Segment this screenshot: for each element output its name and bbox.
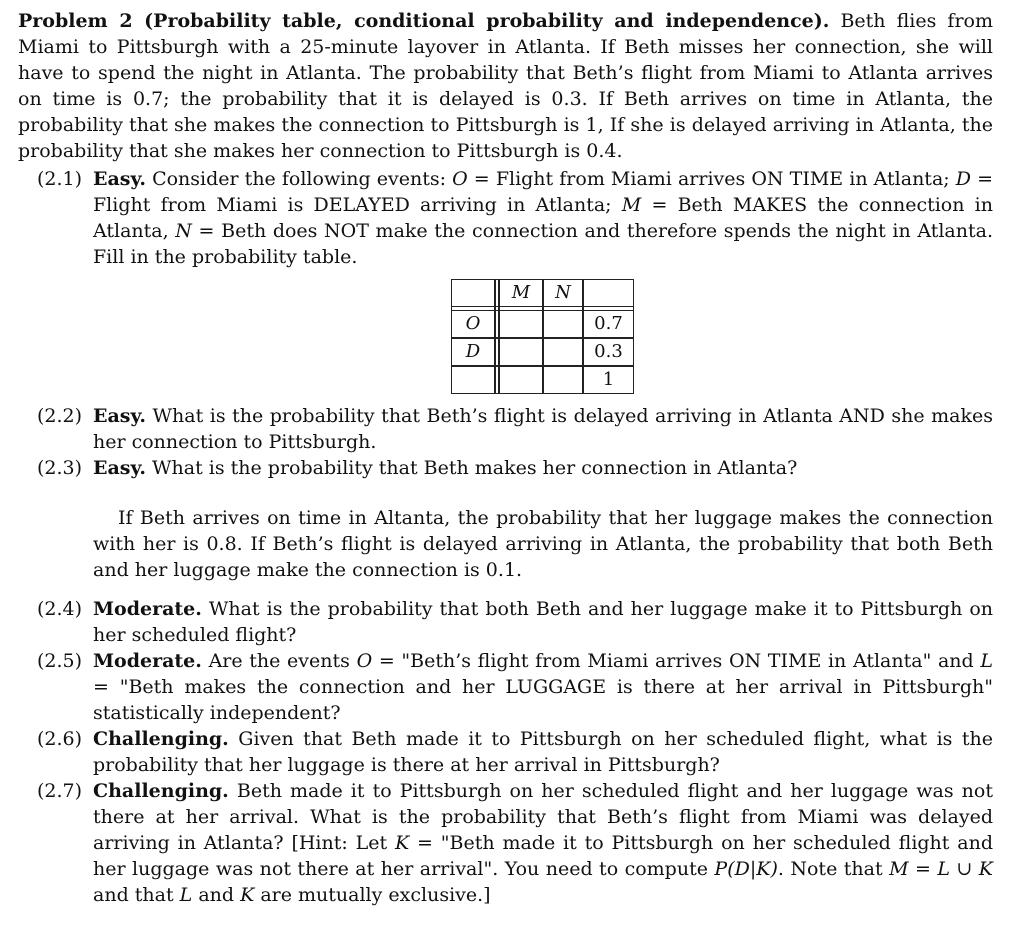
math-expr: P(D|K) (714, 858, 778, 880)
question-2-2 (18, 403, 993, 455)
math-var: K (394, 832, 410, 854)
question-2-5 (18, 648, 993, 726)
row-label-o (451, 310, 495, 338)
question-2-1 (18, 166, 993, 270)
math-eq: = (467, 168, 496, 190)
probability-table (451, 279, 634, 394)
math-var: N (175, 220, 192, 242)
math-eq: = (191, 220, 222, 242)
question-text: . Note that (777, 858, 890, 880)
question-number: (2.7) (37, 780, 83, 802)
question-text: Given that Beth made it to Pittsburgh on her scheduled flight, what is the probability that her luggage is there at her arrival in Pittsburgh? (93, 728, 993, 776)
question-number: (2.1) (37, 168, 83, 190)
difficulty-label: Easy. (93, 457, 146, 479)
question-text: Beth does NOT make the connection and therefore spends the night in Atlanta. Fill in the probability table. (93, 220, 993, 268)
question-text: Are the events (208, 650, 357, 672)
question-text: are mutually exclusive.] (254, 884, 491, 906)
question-text: What is the probability that Beth makes her connection in Atlanta? (152, 457, 798, 479)
cell-d-n (543, 338, 583, 366)
question-number: (2.3) (37, 457, 83, 479)
math-var: L (980, 650, 993, 672)
cell-grand-total: 1 (583, 366, 634, 394)
math-var: N (555, 282, 571, 303)
difficulty-label: Easy. (93, 168, 146, 190)
question-2-7 (18, 778, 993, 908)
math-eq: = (372, 650, 402, 672)
row-label-total (451, 366, 495, 394)
problem-intro-text: Beth flies from Miami to Pittsburgh with a 25-minute layover in Atlanta. If Beth misses her connection, she will have to spend the night in Atlanta. The probability that Beth’s flight from Miami to Atlanta arrives on time is 0.7; the probability that it is delayed is 0.3. If Beth arrives on time in Atlanta, the probability that she makes the connection to Pittsburgh is 1, If she is delayed arriving in Atlanta, the probability that she makes her connection to Pittsburgh is 0.4. (18, 10, 993, 162)
table-header-n (543, 279, 583, 307)
table-header-m (499, 279, 543, 307)
question-number: (2.4) (37, 598, 83, 620)
cell-d-total: 0.3 (583, 338, 634, 366)
difficulty-label: Moderate. (93, 598, 202, 620)
problem-heading: Problem 2 (Probability table, conditional probability and independence). (18, 10, 830, 32)
cell-o-m (499, 310, 543, 338)
table-row-o (451, 310, 634, 338)
question-2-6 (18, 726, 993, 778)
table-corner-cell (451, 279, 495, 307)
difficulty-label: Challenging. (93, 728, 229, 750)
row-label-d (451, 338, 495, 366)
question-text: Beth MAKES the connection in Atlanta, (93, 194, 993, 242)
math-var: L (179, 884, 193, 906)
math-var: O (465, 313, 481, 334)
math-var: K (240, 884, 255, 906)
question-text: "Beth makes the connection and her LUGGAGE is there at her arrival in Pittsburgh" statistically independent? (93, 676, 993, 724)
cell-total-m (499, 366, 543, 394)
cell-total-n (543, 366, 583, 394)
cell-d-m (499, 338, 543, 366)
question-number: (2.5) (37, 650, 83, 672)
question-text: What is the probability that both Beth and her luggage make it to Pittsburgh on her scheduled flight? (93, 598, 993, 646)
math-var: M (511, 282, 531, 303)
difficulty-label: Moderate. (93, 650, 202, 672)
table-row-total (451, 366, 634, 394)
math-expr: M = L ∪ K (889, 858, 993, 880)
math-var: O (356, 650, 373, 672)
question-2-3 (18, 455, 993, 481)
question-2-4 (18, 596, 993, 648)
question-number: (2.2) (37, 405, 83, 427)
math-var: D (465, 341, 481, 362)
cell-o-n (543, 310, 583, 338)
math-var: D (955, 168, 971, 190)
question-text: "Beth’s flight from Miami arrives ON TIME in Atlanta" and (401, 650, 981, 672)
math-eq: = (93, 676, 120, 698)
math-var: M (621, 194, 642, 216)
luggage-paragraph: If Beth arrives on time in Altanta, the probability that her luggage makes the connection with her is 0.8. If Beth’s flight is delayed arriving in Atlanta, the probability that both Beth and her luggage make the connection is 0.1. (93, 507, 993, 581)
math-eq: = (971, 168, 994, 190)
table-row-d (451, 338, 634, 366)
problem-intro (18, 8, 993, 164)
problem-document (18, 8, 993, 908)
difficulty-label: Easy. (93, 405, 146, 427)
math-eq: = (409, 832, 441, 854)
question-text: Flight from Miami arrives ON TIME in Atlanta; (495, 168, 956, 190)
question-text: "Beth made it to Pittsburgh on her scheduled flight and her luggage was not there at her arrival". You need to compute (93, 832, 994, 880)
cell-o-total: 0.7 (583, 310, 634, 338)
question-text: and that (93, 884, 180, 906)
question-text: Beth made it to Pittsburgh on her scheduled flight and her luggage was not there at her arrival. What is the probability that Beth’s flight from Miami was delayed arriving in Atlanta? [Hint: Let (93, 780, 993, 854)
question-text: Flight from Miami is DELAYED arriving in Atlanta; (93, 194, 622, 216)
question-text: and (192, 884, 241, 906)
question-text: What is the probability that Beth’s flight is delayed arriving in Atlanta AND she makes her connection to Pittsburgh. (93, 405, 994, 453)
math-var: O (452, 168, 468, 190)
question-number: (2.6) (37, 728, 83, 750)
math-eq: = (641, 194, 678, 216)
table-header-row (451, 279, 634, 307)
difficulty-label: Challenging. (93, 780, 229, 802)
table-header-total (583, 279, 634, 307)
question-text: Consider the following events: (152, 168, 453, 190)
